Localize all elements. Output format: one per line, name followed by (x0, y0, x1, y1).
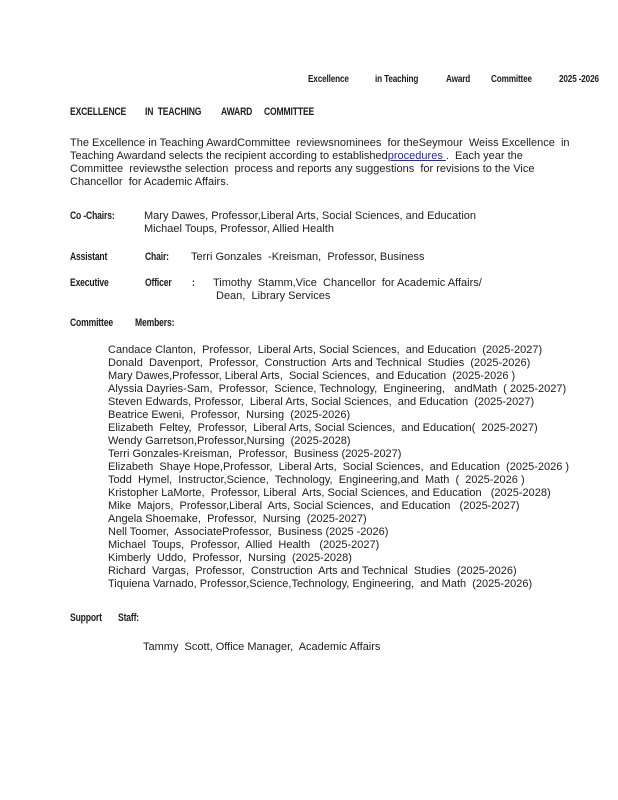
running-header-word: Committee (491, 73, 533, 85)
running-header (308, 73, 610, 85)
support-staff-label-2: Staff: (118, 612, 139, 624)
member-row: Beatrice Eweni, Professor, Nursing (2025-2026) (108, 409, 351, 421)
executive-officer-colon: : (192, 277, 195, 289)
intro-line2-after: . Each year the (445, 150, 523, 162)
committee-members-header (70, 317, 185, 330)
member-row: Mike Majors, Professor,Liberal Arts, Social Sciences, and Education (2025-2027) (108, 500, 520, 512)
procedures-link[interactable]: procedures (387, 150, 446, 162)
intro-line (70, 150, 602, 163)
committee-members-label-cell (70, 317, 135, 330)
committee-members-label-1: Committee (70, 317, 113, 329)
intro-line: The Excellence in Teaching AwardCommittee reviewsnominees for theSeymour Weiss Excellence in (70, 137, 570, 149)
member-row: Elizabeth Shaye Hope,Professor, Liberal Arts, Social Sciences, and Education (2025-2026 ) (108, 461, 570, 473)
member-row: Kristopher LaMorte, Professor, Liberal Arts, Social Sciences, and Education (2025-2028) (108, 487, 551, 499)
member-row: Tiquiena Varnado, Professor,Science,Technology, Engineering, and Math (2025-2026) (108, 578, 533, 590)
intro-line: Chancellor for Academic Affairs. (70, 176, 229, 188)
co-chairs-label: Co -Chairs: (70, 210, 115, 222)
assistant-chair-row (70, 251, 425, 264)
executive-officer-colon-cell (192, 277, 213, 303)
member-row: Nell Toomer, AssociateProfessor, Business (2025 -2026) (108, 526, 389, 538)
member-row: Donald Davenport, Professor, Construction Arts and Technical Studies (2025-2026) (108, 357, 531, 369)
page-title-word: AWARD (220, 106, 252, 118)
page-title-word: EXCELLENCE (70, 106, 127, 118)
member-row: Michael Toups, Professor, Allied Health (2025-2027) (108, 539, 380, 551)
assistant-chair-label-cell (70, 251, 145, 264)
member-row: Todd Hymel, Instructor,Science, Technology, Engineering,and Math ( 2025-2026 ) (108, 474, 525, 486)
running-header-word: Award (445, 73, 470, 85)
support-staff-label-cell (118, 612, 145, 625)
executive-officer-label-1: Executive (70, 277, 109, 289)
executive-officer-title-2: Dean, Library Services (216, 290, 331, 302)
co-chair-name: Mary Dawes, Professor,Liberal Arts, Social Sciences, and Education (144, 210, 476, 222)
running-header-year: 2025 -2026 (558, 73, 599, 85)
member-row: Alyssia Dayries-Sam, Professor, Science, Technology, Engineering, andMath ( 2025-2027) (108, 383, 567, 395)
intro-line: Committee reviewsthe selection process and reports any suggestions for revisions to the Vice (70, 163, 535, 175)
co-chairs-values (144, 210, 476, 236)
executive-officer-label-cell (145, 277, 192, 303)
committee-members-list (108, 344, 569, 591)
executive-officer-values (213, 277, 482, 303)
member-row: Elizabeth Feltey, Professor, Liberal Arts, Social Sciences, and Education( 2025-2027) (108, 422, 538, 434)
co-chair-name: Michael Toups, Professor, Allied Health (144, 223, 334, 235)
member-row: Angela Shoemake, Professor, Nursing (2025-2027) (108, 513, 367, 525)
assistant-chair-label-cell (145, 251, 191, 264)
committee-members-label-cell (135, 317, 185, 330)
member-row: Candace Clanton, Professor, Liberal Arts, Social Sciences, and Education (2025-2027) (108, 344, 543, 356)
page-title-word: IN TEACHING (145, 106, 202, 118)
co-chairs-label-cell (70, 210, 144, 236)
co-chairs-row (70, 210, 476, 236)
page-title (70, 106, 328, 118)
member-row: Steven Edwards, Professor, Liberal Arts, Social Sciences, and Education (2025-2027) (108, 396, 535, 408)
assistant-chair-label-2: Chair: (145, 251, 169, 263)
member-row: Terri Gonzales-Kreisman, Professor, Business (2025-2027) (108, 448, 402, 460)
executive-officer-row (70, 277, 482, 303)
member-row: Kimberly Uddo, Professor, Nursing (2025-2028) (108, 552, 352, 564)
support-staff-label-cell (70, 612, 118, 625)
executive-officer-label-cell (70, 277, 145, 303)
executive-officer-name: Timothy Stamm,Vice Chancellor for Academic Affairs/ (213, 277, 482, 289)
member-row: Richard Vargas, Professor, Construction Arts and Technical Studies (2025-2026) (108, 565, 517, 577)
support-staff-label-1: Support (70, 612, 102, 624)
support-staff-name: Tammy Scott, Office Manager, Academic Affairs (143, 641, 381, 653)
intro-paragraph (70, 137, 602, 189)
assistant-chair-label-1: Assistant (70, 251, 108, 263)
running-header-word: in Teaching (375, 73, 419, 85)
assistant-chair-name: Terri Gonzales -Kreisman, Professor, Business (191, 251, 425, 263)
member-row: Mary Dawes,Professor, Liberal Arts, Social Sciences, and Education (2025-2026 ) (108, 370, 516, 382)
committee-members-label-2: Members: (135, 317, 175, 329)
intro-line2-before: Teaching Awardand selects the recipient according to established (70, 150, 388, 162)
support-staff-header (70, 612, 145, 625)
executive-officer-label-2: Officer (145, 277, 172, 289)
running-header-word: Excellence (308, 73, 349, 85)
member-row: Wendy Garretson,Professor,Nursing (2025-2028) (108, 435, 351, 447)
page-title-word: COMMITTEE (263, 106, 314, 118)
